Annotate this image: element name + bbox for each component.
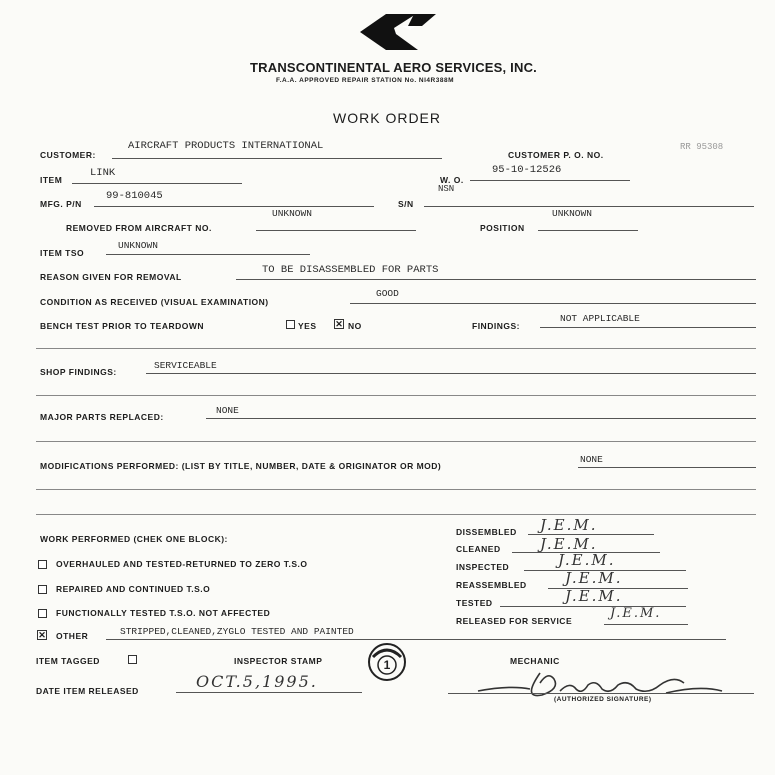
tso-line xyxy=(106,254,310,255)
parts-line xyxy=(206,418,756,419)
signoff-inspected-label: INSPECTED xyxy=(456,562,510,572)
customer-po-value: RR 95308 xyxy=(680,142,724,152)
signature-line xyxy=(448,693,754,694)
other-value: STRIPPED,CLEANED,ZYGLO TESTED AND PAINTED xyxy=(120,626,354,637)
signoff-released-line xyxy=(604,624,688,625)
authorized-signature-label: (AUTHORIZED SIGNATURE) xyxy=(554,696,652,703)
customer-label: CUSTOMER: xyxy=(40,150,96,160)
functionally-tested-label: FUNCTIONALLY TESTED T.S.O. NOT AFFECTED xyxy=(56,608,271,618)
date-released-value: OCT.5,1995. xyxy=(196,672,318,691)
mfg-value: 99-810045 xyxy=(106,190,163,202)
findings-value: NOT APPLICABLE xyxy=(560,313,640,324)
blank-line-1 xyxy=(36,348,756,349)
condition-line xyxy=(350,303,756,304)
reason-label: REASON GIVEN FOR REMOVAL xyxy=(40,272,182,282)
nsn-value: NSN xyxy=(438,184,455,194)
wo-label: W. O. xyxy=(440,175,464,185)
sn-label: S/N xyxy=(398,199,414,209)
signoff-cleaned-initials: J.E.M. xyxy=(540,535,598,553)
shop-label: SHOP FINDINGS: xyxy=(40,367,117,377)
blank-line-4 xyxy=(36,489,756,490)
signoff-released-initials: J.E.M. xyxy=(610,606,662,621)
findings-line xyxy=(540,327,756,328)
other-checkbox[interactable]: ✕ xyxy=(38,630,46,640)
tso-value: UNKNOWN xyxy=(118,240,158,251)
signoff-inspected-initials: J.E.M. xyxy=(558,551,616,569)
signoff-disassembled-label: DISSEMBLED xyxy=(456,527,517,537)
date-released-label: DATE ITEM RELEASED xyxy=(36,686,139,696)
inspector-stamp-label: INSPECTOR STAMP xyxy=(234,656,323,666)
repaired-label: REPAIRED AND CONTINUED T.S.O xyxy=(56,584,211,594)
mfg-line xyxy=(94,206,374,207)
signoff-tested-initials: J.E.M. xyxy=(565,587,623,605)
condition-label: CONDITION AS RECEIVED (VISUAL EXAMINATION) xyxy=(40,297,269,307)
parts-value: NONE xyxy=(216,405,239,416)
other-label: OTHER xyxy=(56,631,89,641)
inspector-stamp-icon xyxy=(366,641,408,683)
tso-label: ITEM TSO xyxy=(40,248,85,258)
no-label: NO xyxy=(348,321,362,331)
bench-label: BENCH TEST PRIOR TO TEARDOWN xyxy=(40,321,205,331)
item-value: LINK xyxy=(90,167,116,179)
customer-value: AIRCRAFT PRODUCTS INTERNATIONAL xyxy=(128,140,324,152)
signoff-reassembled-label: REASSEMBLED xyxy=(456,580,527,590)
customer-po-label: CUSTOMER P. O. NO. xyxy=(508,150,604,160)
position-value: UNKNOWN xyxy=(552,208,592,219)
sn-line xyxy=(424,206,754,207)
removed-line xyxy=(256,230,416,231)
mfg-label: MFG. P/N xyxy=(40,199,82,209)
signoff-tested-label: TESTED xyxy=(456,598,493,608)
overhauled-label: OVERHAULED AND TESTED-RETURNED TO ZERO T.S.O xyxy=(56,559,308,569)
overhauled-checkbox[interactable] xyxy=(38,560,47,569)
repair-station: F.A.A. APPROVED REPAIR STATION No. NI4R388M xyxy=(276,77,455,84)
reason-line xyxy=(236,279,756,280)
item-line xyxy=(72,183,242,184)
wo-value: 95-10-12526 xyxy=(492,164,562,176)
other-line xyxy=(106,639,726,640)
shop-line xyxy=(146,373,756,374)
wo-line xyxy=(470,180,630,181)
findings-label: FINDINGS: xyxy=(472,321,520,331)
company-name: TRANSCONTINENTAL AERO SERVICES, INC. xyxy=(250,60,537,75)
mods-line xyxy=(578,467,756,468)
yes-label: YES xyxy=(298,321,317,331)
item-tagged-label: ITEM TAGGED xyxy=(36,656,100,666)
reason-value: TO BE DISASSEMBLED FOR PARTS xyxy=(262,264,439,276)
work-label: WORK PERFORMED (CHEK ONE BLOCK): xyxy=(40,534,228,544)
page-title: WORK ORDER xyxy=(333,110,441,126)
stamp-number: 1 xyxy=(383,658,391,672)
yes-checkbox[interactable] xyxy=(286,320,295,329)
blank-line-3 xyxy=(36,441,756,442)
repaired-checkbox[interactable] xyxy=(38,585,47,594)
blank-line-5 xyxy=(36,514,756,515)
customer-line xyxy=(112,158,442,159)
signoff-disassembled-initials: J.E.M. xyxy=(540,516,598,534)
item-label: ITEM xyxy=(40,175,63,185)
date-released-line xyxy=(176,692,362,693)
shop-value: SERVICEABLE xyxy=(154,360,217,371)
signoff-reassembled-initials: J.E.M. xyxy=(565,569,623,587)
condition-value: GOOD xyxy=(376,288,399,299)
signoff-cleaned-label: CLEANED xyxy=(456,544,501,554)
mods-value: NONE xyxy=(580,454,603,465)
removed-value: UNKNOWN xyxy=(272,208,312,219)
item-tagged-checkbox[interactable] xyxy=(128,655,137,664)
mechanic-label: MECHANIC xyxy=(510,656,560,666)
position-label: POSITION xyxy=(480,223,525,233)
mods-label: MODIFICATIONS PERFORMED: (LIST BY TITLE, NUMBER, DATE & ORIGINATOR OR MOD) xyxy=(40,461,442,471)
removed-label: REMOVED FROM AIRCRAFT NO. xyxy=(66,223,212,233)
parts-label: MAJOR PARTS REPLACED: xyxy=(40,412,164,422)
no-checkbox[interactable]: ✕ xyxy=(335,319,343,329)
company-logo-icon xyxy=(356,12,440,52)
position-line xyxy=(538,230,638,231)
blank-line-2 xyxy=(36,395,756,396)
signoff-released-label: RELEASED FOR SERVICE xyxy=(456,616,573,626)
functionally-tested-checkbox[interactable] xyxy=(38,609,47,618)
